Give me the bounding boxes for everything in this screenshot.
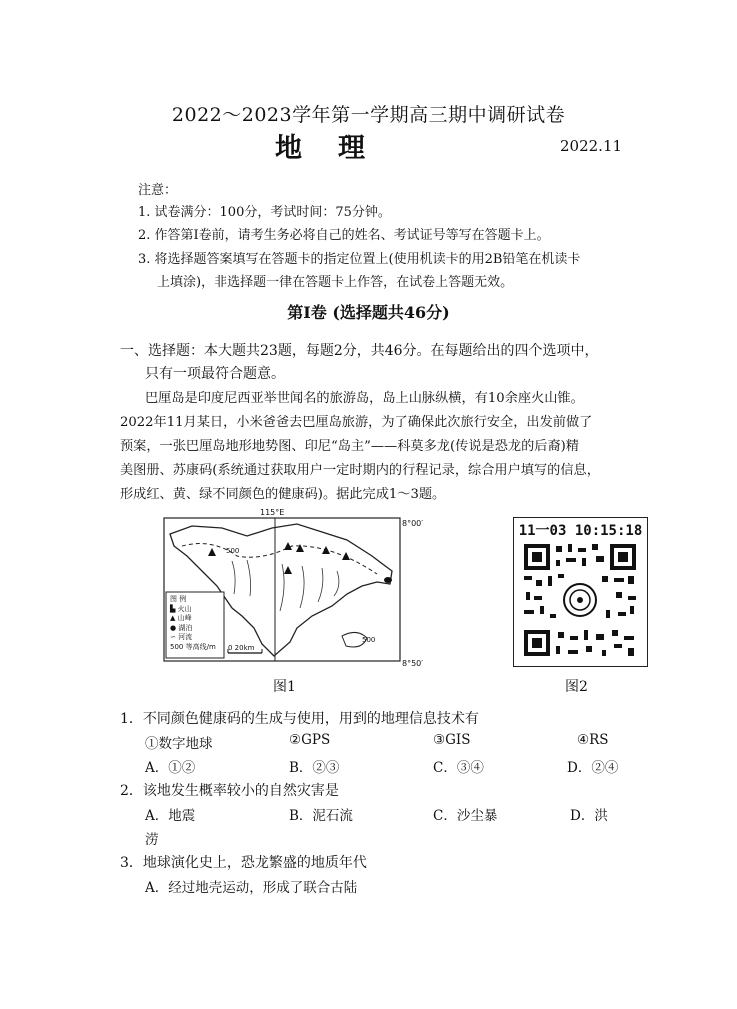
passage-line-4: 美图册、苏康码(系统通过获取用户一定时期内的行程记录，综合用户填写的信息， — [120, 463, 600, 478]
question-1-item: ②GPS — [289, 732, 331, 748]
legend-item-river: ∽ 河流 — [170, 633, 193, 641]
peak-marker — [208, 548, 216, 556]
figure1-caption: 图1 — [273, 679, 296, 695]
passage-line-3: 预案，一张巴厘岛地形地势图、印尼“岛主”——科莫多龙(传说是恐龙的后裔)精 — [120, 439, 579, 454]
passage-line-2: 2022年11月某日，小米爸爸去巴厘岛旅游，为了确保此次旅行安全，出发前做了 — [120, 415, 593, 430]
scale-label: 0 20km — [228, 644, 255, 652]
contour-label: 500 — [226, 547, 240, 555]
question-1-item: ③GIS — [433, 732, 471, 748]
bali-map-figure — [162, 508, 424, 668]
figure2-caption: 图2 — [565, 679, 588, 695]
longitude-label: 115°E — [260, 508, 285, 517]
health-code-timestamp: 11一03 10:15:18 — [518, 523, 643, 539]
legend-item-volcano: ▙ 火山 — [170, 604, 192, 613]
exam-date: 2022.11 — [560, 137, 623, 155]
question-2-option-d-wrap: 涝 — [145, 832, 159, 848]
passage-line-5: 形成红、黄、绿不同颜色的健康码)。据此完成1～3题。 — [120, 487, 446, 502]
question-2-option-d: D．洪 — [570, 808, 608, 824]
notice-item-1: 1. 试卷满分：100分，考试时间：75分钟。 — [138, 205, 391, 220]
legend-item-contour: 500 等高线/m — [170, 642, 216, 651]
notice-item-3-cont: 上填涂)，非选择题一律在答题卡上作答，在试卷上答题无效。 — [157, 275, 514, 290]
question-3-option-a: A．经过地壳运动，形成了联合古陆 — [145, 880, 358, 896]
question-1-item: ④RS — [577, 732, 609, 748]
passage-line-1: 巴厘岛是印度尼西亚举世闻名的旅游岛，岛上山脉纵横，有10余座火山锥。 — [145, 391, 584, 406]
question-1-option-a: A．①② — [145, 760, 196, 776]
latitude-bottom-label: 8°50′ — [402, 659, 424, 668]
section-intro-line1: 一、选择题：本大题共23题，每题2分，共46分。在每题给出的四个选项中， — [120, 343, 599, 359]
health-code-figure — [513, 517, 648, 667]
qr-code-icon — [520, 540, 640, 660]
contour-label: 500 — [362, 636, 376, 644]
map-legend — [170, 595, 216, 652]
legend-item-peak: ▲ 山峰 — [170, 614, 192, 622]
question-2-stem: 2．该地发生概率较小的自然灾害是 — [120, 783, 339, 799]
legend-item-lake: ● 湖泊 — [170, 623, 193, 632]
question-1-option-b: B．②③ — [289, 760, 340, 776]
question-1-option-c: C．③④ — [433, 760, 484, 776]
notice-item-3: 3. 将选择题答案填写在答题卡的指定位置上(使用机读卡的用2B铅笔在机读卡 — [138, 252, 581, 267]
notice-label: 注意： — [138, 183, 178, 198]
notice-item-2: 2. 作答第Ⅰ卷前，请考生务必将自己的姓名、考试证号等写在答题卡上。 — [138, 228, 550, 243]
exam-title: 2022～2023学年第一学期高三期中调研试卷 — [171, 104, 566, 126]
section-intro-line2: 只有一项最符合题意。 — [145, 366, 285, 382]
subject-title: 地理 — [275, 133, 401, 164]
latitude-top-label: 8°00′ — [402, 519, 424, 528]
question-1-option-d: D．②④ — [567, 760, 619, 776]
question-2-option-b: B．泥石流 — [289, 808, 353, 824]
question-3-stem: 3．地球演化史上，恐龙繁盛的地质年代 — [120, 855, 367, 871]
question-2-option-a: A．地震 — [145, 808, 196, 824]
question-1-stem: 1．不同颜色健康码的生成与使用，用到的地理信息技术有 — [120, 711, 479, 727]
legend-title: 图 例 — [170, 595, 187, 603]
question-2-option-c: C．沙尘暴 — [433, 808, 498, 824]
question-1-item: ①数字地球 — [145, 736, 213, 752]
section-title: 第Ⅰ卷 (选择题共46分) — [287, 303, 450, 322]
